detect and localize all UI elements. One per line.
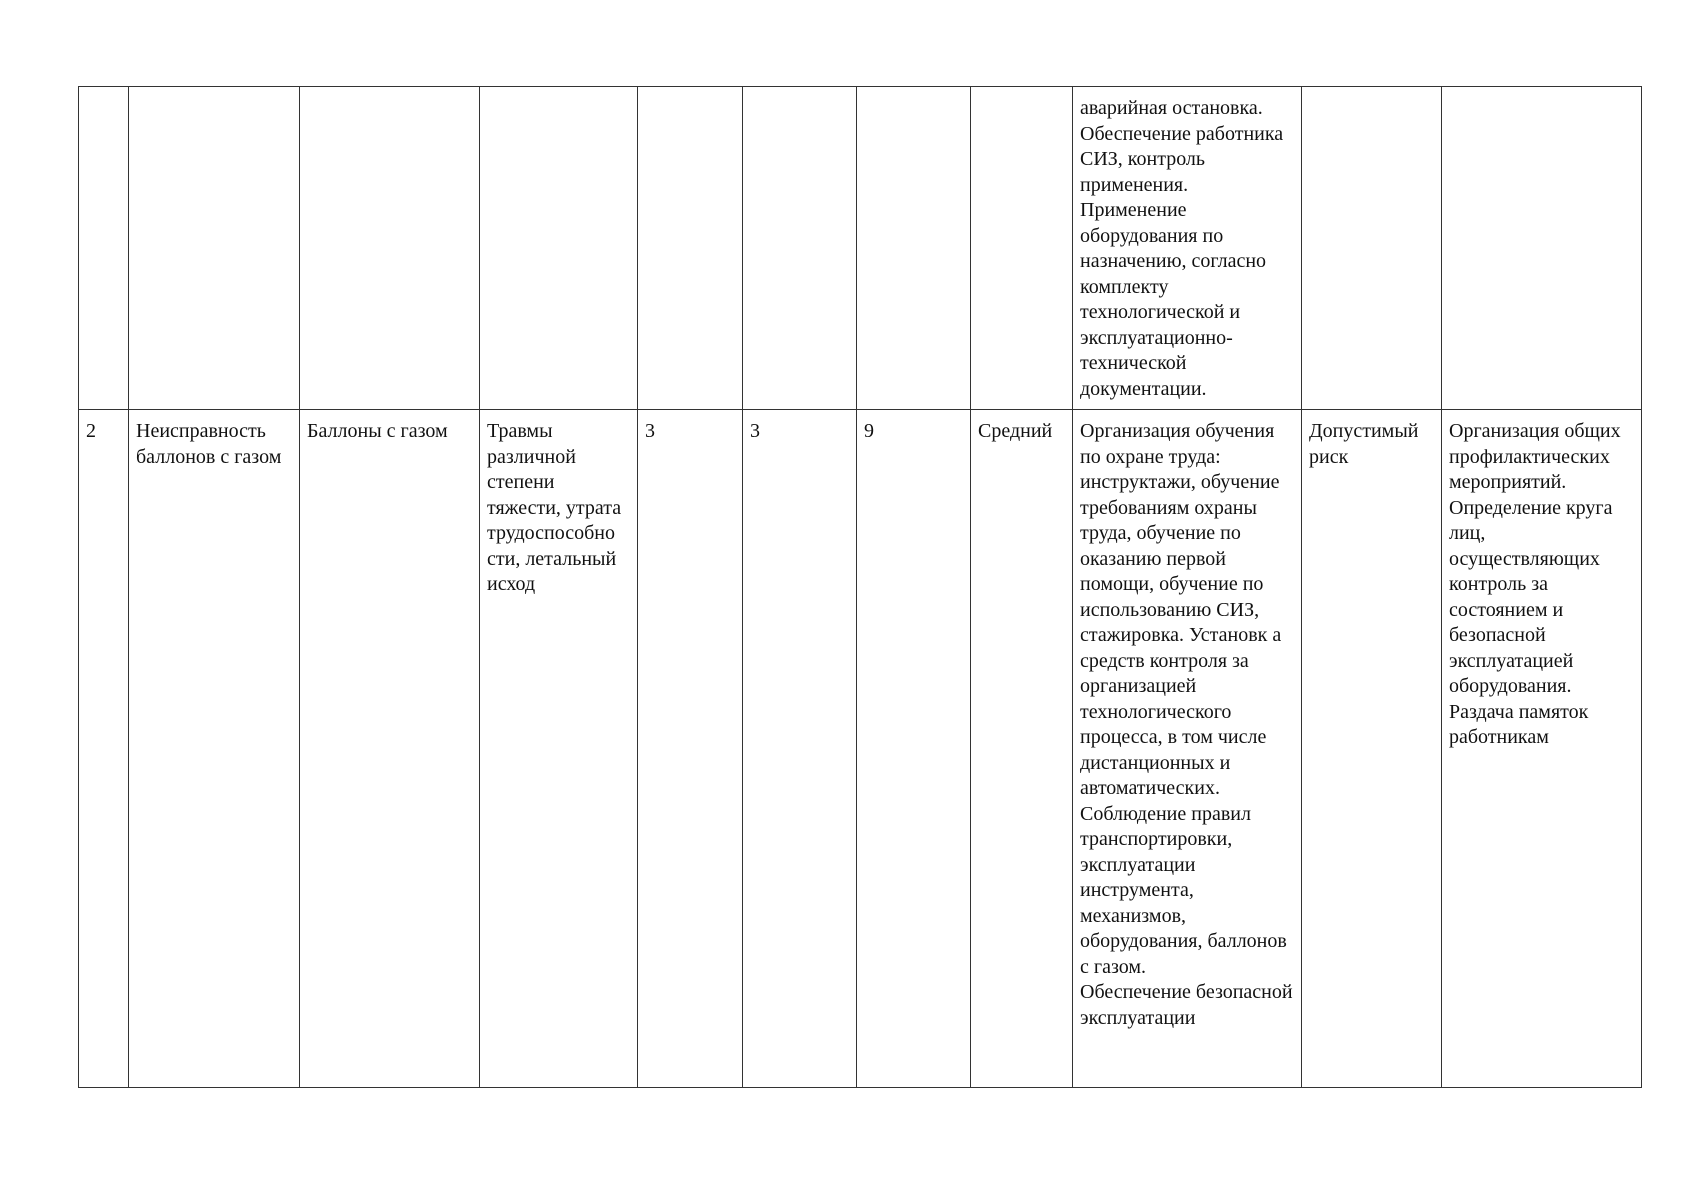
cell-measures <box>1073 87 1302 410</box>
danger-text: Неисправность баллонов с газом <box>136 420 282 468</box>
cell-risk-level <box>971 410 1073 1088</box>
cell-danger <box>129 410 300 1088</box>
cell-probability <box>638 87 743 410</box>
cell-consequences <box>480 87 638 410</box>
risk-score-value: 9 <box>864 420 874 442</box>
risk-assessment-table <box>78 86 1642 1088</box>
consequences-text: Травмы различной степени тяжести, утрата трудоспособно сти, летальный исход <box>487 420 622 595</box>
probability-value: 3 <box>645 420 655 442</box>
cell-consequences <box>480 410 638 1088</box>
cell-danger <box>129 87 300 410</box>
additional-measures-text: Организация общих профилактических мероприятий. Определение круга лиц, осуществляющих контроль за состоянием и безопасной эксплуатацией оборудования. Раздача памяток работникам <box>1449 420 1621 748</box>
measures-text: аварийная остановка. Обеспечение работника СИЗ, контроль применения. Применение оборудования по назначению, согласно комплекту технологической и эксплуатационно-технической документации. <box>1080 97 1284 400</box>
cell-additional-measures <box>1442 410 1642 1088</box>
cell-probability <box>638 410 743 1088</box>
table-row <box>79 87 1642 410</box>
cell-measures <box>1073 410 1302 1088</box>
residual-risk-text: Допустимый риск <box>1309 420 1419 468</box>
cell-residual-risk <box>1302 87 1442 410</box>
cell-source <box>300 410 480 1088</box>
cell-risk-level <box>971 87 1073 410</box>
cell-number <box>79 87 129 410</box>
cell-number <box>79 410 129 1088</box>
severity-value: 3 <box>750 420 760 442</box>
cell-additional-measures <box>1442 87 1642 410</box>
cell-residual-risk <box>1302 410 1442 1088</box>
cell-risk-score <box>857 87 971 410</box>
table-row <box>79 410 1642 1088</box>
risk-level-text: Средний <box>978 420 1053 442</box>
cell-severity <box>743 410 857 1088</box>
cell-risk-score <box>857 410 971 1088</box>
measures-text: Организация обучения по охране труда: инструктажи, обучение требованиям охраны труда, обучение по оказанию первой помощи, обучение по использованию СИЗ, стажировка. Установк а средств контроля за организацией технологического процесса, в том числе дистанционных и автоматических. Соблюдение правил транспортировки, эксплуатации инструмента, механизмов, оборудования, баллонов с газом. Обеспечение безопасной эксплуатации <box>1080 420 1293 1029</box>
cell-severity <box>743 87 857 410</box>
source-text: Баллоны с газом <box>307 420 448 442</box>
row-number: 2 <box>86 420 96 442</box>
cell-source <box>300 87 480 410</box>
